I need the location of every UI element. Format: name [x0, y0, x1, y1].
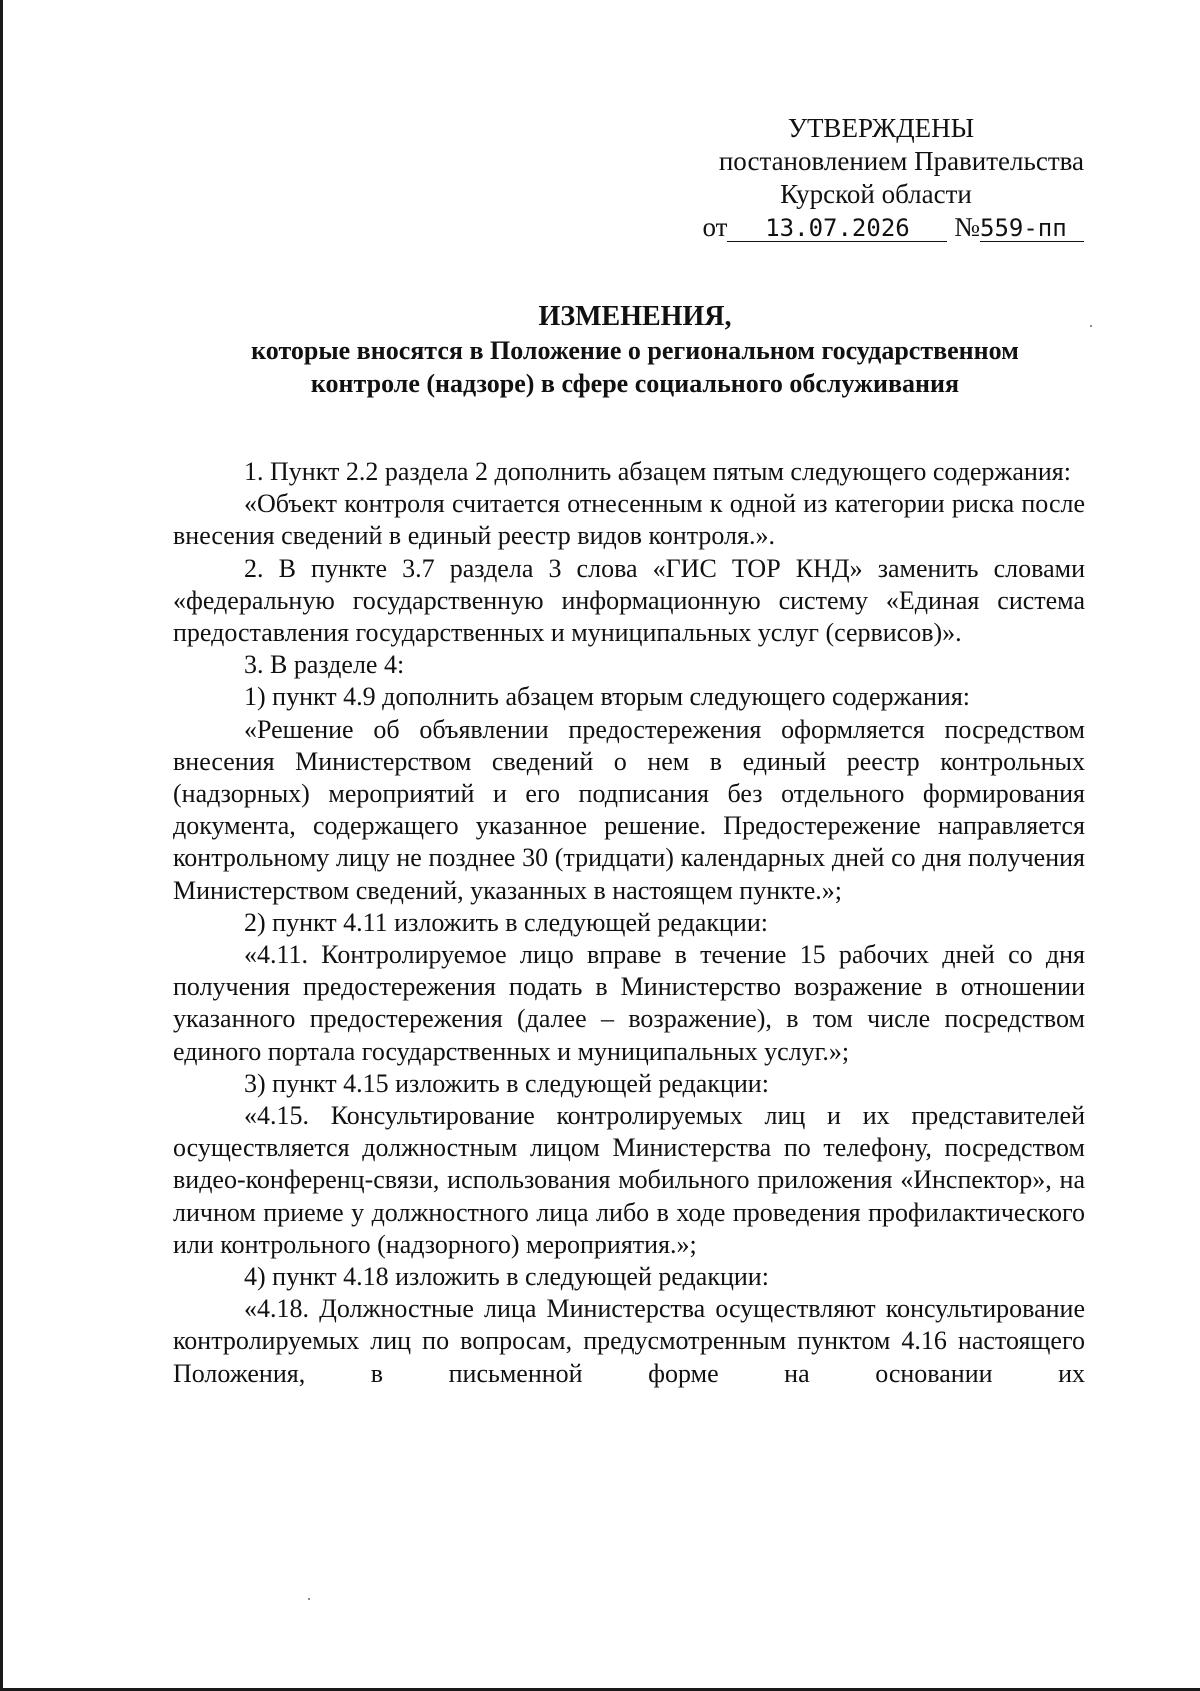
paragraph-5: 1) пункт 4.9 дополнить абзацем вторым следующего содержания:: [244, 682, 971, 712]
approval-date: 13.07.2026: [727, 215, 947, 242]
paragraph-6: «Решение об объявлении предостережения оформляется посредством внесения Министерством сведений о нем в единый реестр контрольных (надзорных) мероприятий и его подписания без отдельного формирования документа, содержащего указанное решение. Предостережение направляется контрольному лицу не позднее 30 (тридцати) календарных дней со дня получения Министерством сведений, указанных в настоящем пункте.»;: [173, 714, 1085, 905]
scan-edge-left: [0, 0, 3, 1691]
document-body: [173, 456, 1085, 1390]
document-subtitle-line-2: контроле (надзоре) в сфере социального обслуживания: [310, 369, 960, 398]
paragraph-10: «4.15. Консультирование контролируемых лиц и их представителей осуществляется должностным лицом Министерства по телефону, посредством видео-конференц-связи, использования мобильного приложения «Инспектор», на личном приеме у должностного лица либо в ходе проведения профилактического или контрольного (надзорного) мероприятия.»;: [173, 1101, 1085, 1259]
approval-date-number-line: [640, 211, 1100, 244]
approval-heading: УТВЕРЖДЕНЫ: [787, 113, 975, 143]
approval-number: 559-пп: [980, 215, 1084, 242]
paragraph-8: «4.11. Контролируемое лицо вправе в течение 15 рабочих дней со дня получения предостережения подать в Министерство возражение в отношении указанного предостережения (далее – возражение), в том числе посредством единого портала государственных и муниципальных услуг.»;: [173, 940, 1085, 1066]
paragraph-4: 3. В разделе 4:: [244, 650, 405, 680]
paragraph-7: 2) пункт 4.11 изложить в следующей редакции:: [244, 907, 768, 937]
paragraph-12: «4.18. Должностные лица Министерства осуществляют консультирование контролируемых лиц по вопросам, предусмотренным пунктом 4.16 настоящего Положения, в письменной форме на основании их: [173, 1294, 1085, 1388]
document-title: ИЗМЕНЕНИЯ,: [538, 301, 732, 332]
document-title-block: [170, 300, 1100, 400]
paragraph-9: 3) пункт 4.15 изложить в следующей редакции:: [244, 1068, 769, 1098]
approval-block: [640, 112, 1100, 244]
scan-speck: [1090, 325, 1092, 327]
approval-region-line: Курской области: [780, 179, 972, 209]
approval-resolution-line: постановлением Правительства: [718, 146, 1084, 176]
scan-speck: [308, 1598, 310, 1600]
from-label: от: [702, 212, 728, 242]
paragraph-11: 4) пункт 4.18 изложить в следующей редакции:: [244, 1262, 769, 1292]
paragraph-1: 1. Пункт 2.2 раздела 2 дополнить абзацем пятым следующего содержания:: [244, 457, 1071, 486]
number-label: №: [954, 212, 980, 242]
document-subtitle-line-1: которые вносятся в Положение о региональном государственном: [251, 336, 1019, 365]
paragraph-3: 2. В пункте 3.7 раздела 3 слова «ГИС ТОР КНД» заменить словами «федеральную государственную информационную систему «Единая система предоставления государственных и муниципальных услуг (сервисов)».: [173, 553, 1085, 648]
paragraph-2: «Объект контроля считается отнесенным к одной из категории риска после внесения сведений в единый реестр видов контроля.».: [173, 489, 1085, 551]
